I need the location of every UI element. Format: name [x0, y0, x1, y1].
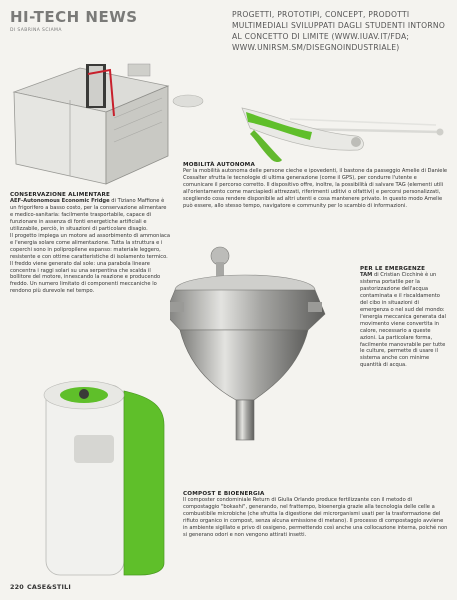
fridge-article: [10, 192, 170, 295]
fridge-text-1: di Tiziano Maffione è un frigorifero a basso costo, per la conservazione alimentare e medico-sanitaria: facilmente trasportabile, capace di funzionare in assenza di fonti energetiche artificiali e utilizzabile, perciò, in situazioni di particolare disagio.: [10, 198, 167, 232]
section-title: HI-TECH NEWS: [10, 8, 138, 26]
pasteurizer-image: [170, 240, 373, 455]
pasteurizer-heading: PER LE EMERGENZE: [360, 266, 426, 272]
page-number: 220: [10, 583, 24, 591]
author-byline: DI SABRINA SCIAMA: [10, 28, 62, 33]
pasteurizer-product-name: TAM: [360, 272, 373, 278]
fridge-product-name: AEF-Autonomous Economic Fridge: [10, 198, 110, 204]
fridge-body: [10, 198, 170, 233]
pasteurizer-body: [360, 272, 448, 369]
page-footer: [10, 583, 71, 591]
composter-image: [40, 365, 170, 580]
magazine-name: CASE&STILI: [26, 583, 71, 591]
cane-article: [183, 162, 448, 210]
pasteurizer-article: [360, 266, 448, 369]
pasteurizer-text: di Cristian Cicchinè è un sistema portatile per la pastorizzazione dell'acqua contaminata e il riscaldamento del cibo in situazioni di emergenza o nel sud del mondo: l'energia meccanica generata dal movimento viene convertita in calore, necessario a queste azioni. La particolare forma, facilmente manovrabile per tutte le culture, permette di usare il sistema anche con minime quantità di acqua.: [360, 272, 446, 369]
intro-text: PROGETTI, PROTOTIPI, CONCEPT, PRODOTTI MULTIMEDIALI SVILUPPATI DAGLI STUDENTI INTORNO AL CONCETTO DI LIMITE (WWW.IUAV.IT/FDA; WWW.UNIRSM.SM/DISEGNOINDUSTRIALE): [232, 10, 446, 52]
cane-body: Per la mobilità autonoma delle persone cieche e ipovedenti, il bastone da passeggio Amelie di Daniele Cossalter sfrutta le tecnologie di ultima generazione (come il GPS), per condurre l'utente e comunicare il percorso corretto. Il dispositivo offre, inoltre, la possibilità di salvare TAG (elementi utili all'orientamento come marciapiedi attrezzati, riferimenti uditivi o olfattivi) e percorsi personalizzati, scegliendo cosa rendere disponibile ad altri utenti e cosa mantenere privato. In questo modo Amelie può essere, allo stesso tempo, navigatore e community per lo scambio di informazioni.: [183, 168, 448, 209]
cane-heading: MOBILITÀ AUTONOMA: [183, 162, 255, 168]
composter-body: Il composter condominiale Return di Giulia Orlando produce fertilizzante con il metodo di compostaggio "bokashi", generando, nel frattempo, bioenergia grazie alla tecnologia delle celle a combustibile microbiche (che sfrutta la digestione dei microrganismi usati per la trasformazione del rifiuto organico in compost, senza alcuna emissione di metano). Il processo di compostaggio avviene in ambiente sigillato e privo di ossigeno, permettendo così anche una collocazione interna, poiché non si generano odori e non vengono attirati insetti.: [183, 497, 448, 538]
cane-image: [170, 70, 455, 165]
fridge-text-2: Il progetto impiega un motore ad assorbimento di ammoniaca e l'energia solare come alimentazione. Tutta la struttura e i coperchi sono in polipropilene espanso: materiale leggero, resistente e con ottime caratteristiche di isolamento termico. Il freddo viene generato dal sole: una parabola lineare concentra i raggi solari su una serpentina che scalda il bollitore del motore, innescando la reazione e producendo freddo. Un numero limitato di componenti meccaniche lo rendono più durevole nel tempo.: [10, 232, 170, 295]
composter-heading: COMPOST E BIOENERGIA: [183, 491, 265, 497]
fridge-image: [10, 60, 175, 190]
composter-article: [183, 491, 448, 539]
fridge-heading: CONSERVAZIONE ALIMENTARE: [10, 192, 111, 198]
